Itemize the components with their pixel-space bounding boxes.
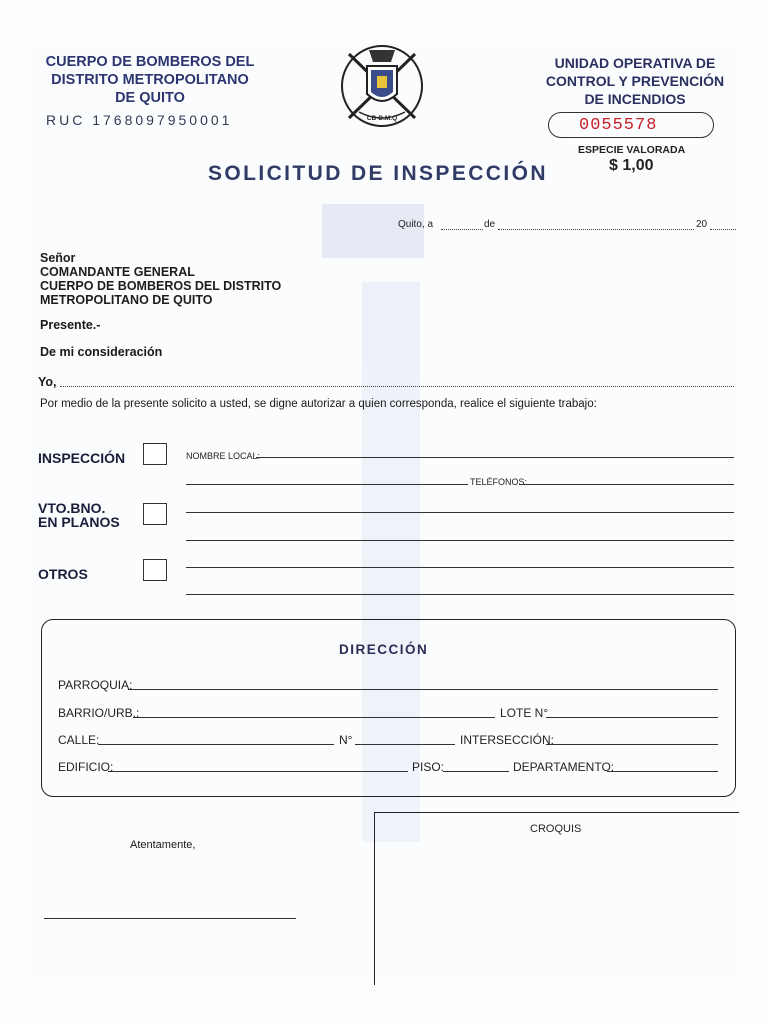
unit-line: CONTROL Y PREVENCIÓN	[545, 73, 725, 89]
inspeccion-extra-field[interactable]	[186, 484, 468, 485]
form-title: SOLICITUD DE INSPECCIÓN	[208, 162, 548, 185]
telefonos-label: TELÉFONOS:	[470, 477, 528, 487]
unit-name	[534, 54, 736, 108]
nombre-local-field[interactable]	[256, 457, 734, 458]
watermark-shape	[322, 204, 424, 258]
vto-bno-field-1[interactable]	[186, 512, 734, 513]
telefonos-field[interactable]	[519, 484, 734, 485]
parroquia-field[interactable]	[128, 689, 718, 690]
addressee-line: COMANDANTE GENERAL	[40, 265, 195, 279]
yo-name-field[interactable]	[60, 386, 734, 387]
piso-label: PISO:	[412, 760, 445, 774]
piso-field[interactable]	[443, 771, 509, 772]
fire-department-seal-icon	[333, 42, 431, 130]
date-place-label: Quito, a	[398, 219, 434, 230]
lote-field[interactable]	[546, 717, 718, 718]
otros-field-1[interactable]	[186, 567, 734, 568]
barrio-field[interactable]	[133, 717, 495, 718]
croquis-box[interactable]	[374, 812, 739, 985]
lote-label: LOTE N°	[500, 706, 549, 720]
inspeccion-checkbox[interactable]	[143, 443, 167, 465]
departamento-field[interactable]	[607, 771, 718, 772]
edificio-label: EDIFICIO:	[58, 760, 114, 774]
unit-line: UNIDAD OPERATIVA DE	[554, 55, 716, 71]
date-year-field[interactable]	[710, 229, 736, 230]
addressee-line: METROPOLITANO DE QUITO	[40, 293, 213, 307]
org-line: DE QUITO	[115, 90, 185, 106]
option-vto-bno-label	[38, 501, 120, 529]
request-text: Por medio de la presente solicito a usted, se digne autorizar a quien corresponda, realice el siguiente trabajo:	[40, 398, 597, 410]
option-line: VTO.BNO.	[38, 500, 106, 516]
seal-text: CB-D.M.Q	[366, 115, 398, 122]
closing-text: Atentamente,	[130, 839, 196, 851]
addressee-block	[40, 251, 281, 307]
addressee-line: CUERPO DE BOMBEROS DEL DISTRITO	[40, 279, 282, 293]
interseccion-field[interactable]	[546, 744, 718, 745]
org-line: CUERPO DE BOMBEROS DEL	[45, 54, 255, 70]
vto-bno-checkbox[interactable]	[143, 503, 167, 525]
departamento-label: DEPARTAMENTO:	[513, 760, 615, 774]
date-month-field[interactable]	[498, 229, 694, 230]
serial-number-box	[548, 112, 714, 138]
vto-bno-field-2[interactable]	[186, 540, 734, 541]
unit-line: DE INCENDIOS	[584, 91, 686, 107]
ruc-number: RUC 1768097950001	[46, 112, 233, 128]
option-inspeccion-label: INSPECCIÓN	[38, 450, 126, 466]
edificio-field[interactable]	[108, 771, 408, 772]
signature-line[interactable]	[44, 918, 296, 919]
calle-field[interactable]	[98, 744, 334, 745]
otros-checkbox[interactable]	[143, 559, 167, 581]
barrio-label: BARRIO/URB.:	[58, 706, 140, 720]
option-otros-label: OTROS	[38, 566, 88, 582]
presente-label: Presente.-	[40, 318, 101, 332]
interseccion-label: INTERSECCIÓN:	[460, 733, 555, 747]
direccion-title: DIRECCIÓN	[339, 642, 429, 657]
croquis-label: CROQUIS	[530, 823, 582, 835]
greeting: De mi consideración	[40, 345, 163, 359]
nombre-local-label: NOMBRE LOCAL:	[186, 451, 261, 461]
numero-field[interactable]	[355, 744, 455, 745]
date-year-label: 20	[696, 219, 708, 230]
yo-label: Yo,	[38, 375, 57, 389]
addressee-line: Señor	[40, 251, 76, 265]
calle-label: CALLE:	[58, 733, 100, 747]
date-de-label: de	[484, 219, 496, 230]
especie-valorada-label: ESPECIE VALORADA	[578, 144, 686, 156]
price: $ 1,00	[609, 157, 654, 174]
otros-field-2[interactable]	[186, 594, 734, 595]
option-line: EN PLANOS	[38, 514, 120, 530]
org-line: DISTRITO METROPOLITANO	[51, 72, 249, 88]
serial-number: 0055578	[579, 116, 658, 135]
date-day-field[interactable]	[441, 229, 483, 230]
parroquia-label: PARROQUIA:	[58, 678, 133, 692]
numero-label: N°	[339, 733, 353, 747]
organization-name	[40, 53, 260, 107]
